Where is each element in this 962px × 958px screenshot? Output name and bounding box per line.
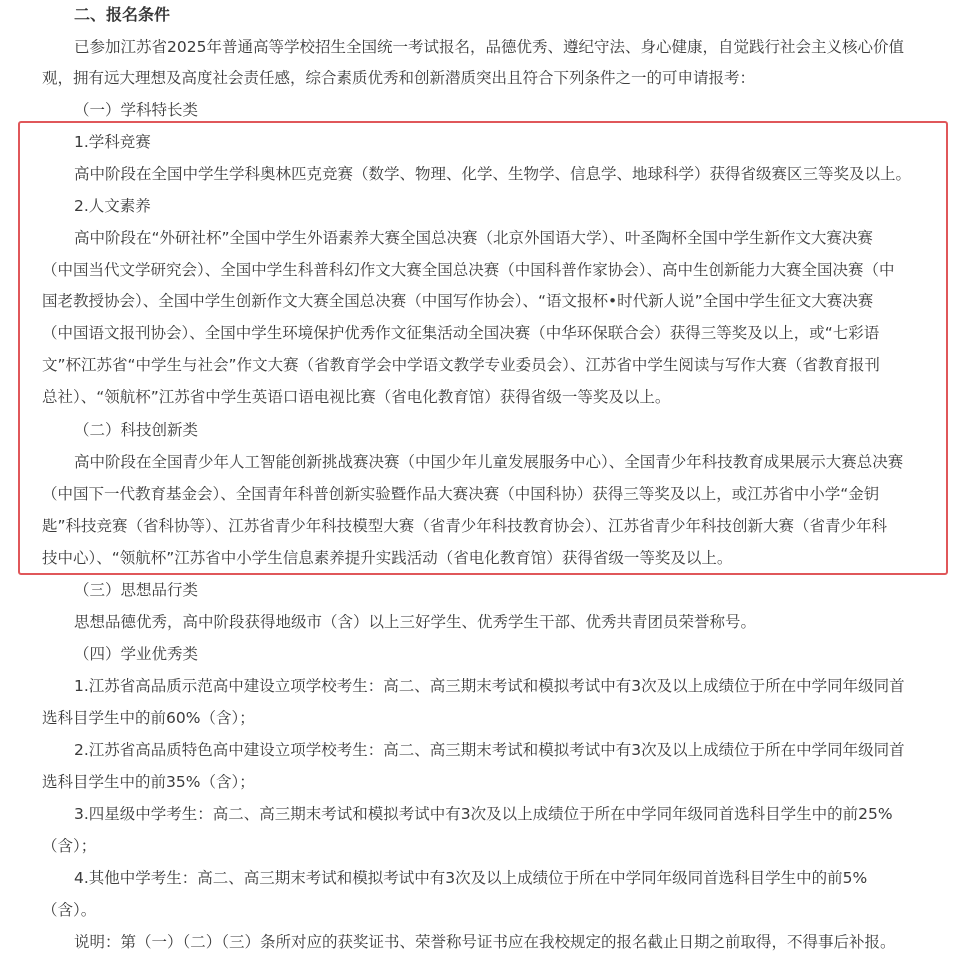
subcategory-2-line: 国老教授协会）、全国中学生创新作文大赛全国总决赛（中国写作协会）、“语文报杯•时代新人说”全国中学生征文大赛决赛: [42, 292, 874, 310]
academic-item-4-cont: （含）。: [42, 901, 97, 919]
intro-line-1: 已参加江苏省2025年普通高等学校招生全国统一考试报名，品德优秀、遵纪守法、身心健康，自觉践行社会主义核心价值: [74, 38, 904, 56]
section-heading: 二、报名条件: [74, 5, 171, 24]
category-2-title: （二）科技创新类: [74, 421, 199, 439]
subcategory-2-title: 2.人文素养: [74, 197, 151, 215]
highlight-box: [18, 121, 948, 575]
academic-item-2-cont: 选科目学生中的前35%（含）；: [42, 773, 255, 791]
subcategory-2-line: （中国当代文学研究会）、全国中学生科普科幻作文大赛全国总决赛（中国科普作家协会）、高中生创新能力大赛全国决赛（中: [42, 261, 895, 279]
subcategory-1-line: 高中阶段在全国中学生学科奥林匹克竞赛（数学、物理、化学、生物学、信息学、地球科学）获得省级赛区三等奖及以上。: [74, 165, 912, 183]
academic-item-1-cont: 选科目学生中的前60%（含）；: [42, 709, 255, 727]
subcategory-2-line: 总社）、“领航杯”江苏省中学生英语口语电视比赛（省电化教育馆）获得省级一等奖及以上。: [42, 388, 671, 406]
academic-item-3-cont: （含）；: [42, 837, 97, 855]
category-2-line: （中国下一代教育基金会）、全国青年科普创新实验暨作品大赛决赛（中国科协）获得三等奖及以上，或江苏省中小学“金钥: [42, 485, 880, 503]
note: 说明：第（一）（二）（三）条所对应的获奖证书、荣誉称号证书应在我校规定的报名截止日期之前取得，不得事后补报。: [74, 933, 896, 951]
academic-item-1: 1.江苏省高品质示范高中建设立项学校考生：高二、高三期末考试和模拟考试中有3次及以上成绩位于所在中学同年级同首: [74, 677, 905, 695]
category-2-line: 匙”科技竞赛（省科协等）、江苏省青少年科技模型大赛（省青少年科技教育协会）、江苏省青少年科技创新大赛（省青少年科: [42, 517, 888, 535]
subcategory-2-line: （中国语文报刊协会）、全国中学生环境保护优秀作文征集活动全国决赛（中华环保联合会）获得三等奖及以上，或“七彩语: [42, 324, 880, 342]
academic-item-3: 3.四星级中学考生：高二、高三期末考试和模拟考试中有3次及以上成绩位于所在中学同年级同首选科目学生中的前25%: [74, 805, 893, 823]
category-3-title: （三）思想品行类: [74, 581, 199, 599]
category-2-line: 技中心）、“领航杯”江苏省中小学生信息素养提升实践活动（省电化教育馆）获得省级一等奖及以上。: [42, 549, 733, 567]
category-3-line: 思想品德优秀，高中阶段获得地级市（含）以上三好学生、优秀学生干部、优秀共青团员荣誉称号。: [74, 613, 757, 631]
academic-item-2: 2.江苏省高品质特色高中建设立项学校考生：高二、高三期末考试和模拟考试中有3次及以上成绩位于所在中学同年级同首: [74, 741, 905, 759]
subcategory-2-line: 高中阶段在“外研社杯”全国中学生外语素养大赛全国总决赛（北京外国语大学）、叶圣陶杯全国中学生新作文大赛决赛: [74, 229, 873, 247]
subcategory-1-title: 1.学科竞赛: [74, 133, 151, 151]
intro-line-2: 观，拥有远大理想及高度社会责任感，综合素质优秀和创新潜质突出且符合下列条件之一的可申请报考：: [42, 69, 756, 87]
category-2-line: 高中阶段在全国青少年人工智能创新挑战赛决赛（中国少年儿童发展服务中心）、全国青少年科技教育成果展示大赛总决赛: [74, 453, 904, 471]
subcategory-2-line: 文”杯江苏省“中学生与社会”作文大赛（省教育学会中学语文教学专业委员会）、江苏省中学生阅读与写作大赛（省教育报刊: [42, 356, 880, 374]
academic-item-4: 4.其他中学考生：高二、高三期末考试和模拟考试中有3次及以上成绩位于所在中学同年级同首选科目学生中的前5%: [74, 869, 868, 887]
category-4-title: （四）学业优秀类: [74, 645, 199, 663]
category-1-title: （一）学科特长类: [74, 101, 199, 119]
